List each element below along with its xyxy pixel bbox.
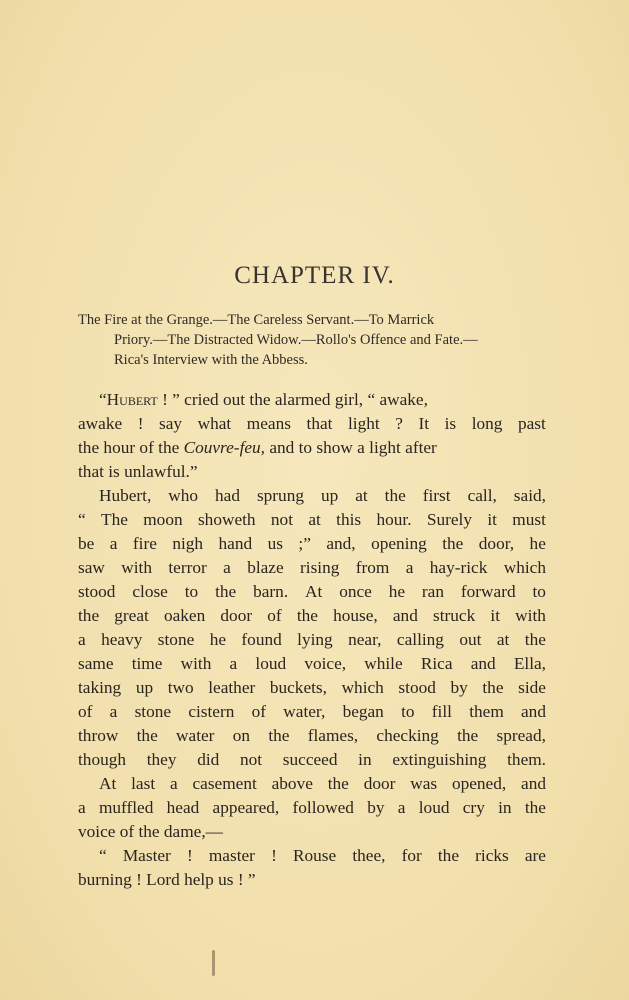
text-line [78, 388, 546, 412]
text-fragment: the hour of the [78, 438, 184, 457]
text-line: stood close to the barn. At once he ran forward to [78, 582, 546, 601]
chapter-summary [78, 310, 546, 370]
text-line [78, 436, 546, 460]
text-fragment: “ [99, 390, 107, 409]
text-line: “ Master ! master ! Rouse thee, for the ricks are [99, 846, 546, 865]
summary-line: The Fire at the Grange.—The Careless Servant.—To Marrick [78, 312, 435, 328]
text-line: voice of the dame,— [78, 822, 223, 841]
text-line: At last a casement above the door was opened, and [99, 774, 546, 793]
text-line: though they did not succeed in extinguishing them. [78, 750, 546, 769]
text-line: burning ! Lord help us ! ” [78, 870, 256, 889]
page-mark [212, 950, 215, 976]
summary-line: Rica's Interview with the Abbess. [114, 352, 308, 368]
speaker-name: Hubert [106, 390, 158, 409]
text-line: throw the water on the flames, checking the spread, [78, 726, 546, 745]
text-line: the great oaken door of the house, and struck it with [78, 606, 546, 625]
text-line: Hubert, who had sprung up at the first call, said, [99, 486, 546, 505]
italic-term: Couvre-feu, [183, 438, 265, 457]
text-fragment: ! ” cried out the alarmed girl, “ awake, [157, 390, 428, 409]
text-line: a muffled head appeared, followed by a loud cry in the [78, 798, 546, 817]
text-line: same time with a loud voice, while Rica and Ella, [78, 654, 546, 673]
text-line: taking up two leather buckets, which stood by the side [78, 678, 546, 697]
text-line: “ The moon showeth not at this hour. Surely it must [78, 510, 546, 529]
text-line: awake ! say what means that light ? It is long past [78, 414, 546, 433]
text-line: of a stone cistern of water, began to fill them and [78, 702, 546, 721]
body-text [78, 388, 546, 892]
chapter-title: CHAPTER IV. [234, 262, 395, 289]
text-line: a heavy stone he found lying near, calling out at the [78, 630, 546, 649]
text-line: that is unlawful.” [78, 462, 198, 481]
text-line: be a fire nigh hand us ;” and, opening the door, he [78, 534, 546, 553]
text-line: saw with terror a blaze rising from a hay-rick which [78, 558, 546, 577]
text-fragment: and to show a light after [265, 438, 437, 457]
summary-line: Priory.—The Distracted Widow.—Rollo's Offence and Fate.— [114, 332, 478, 348]
